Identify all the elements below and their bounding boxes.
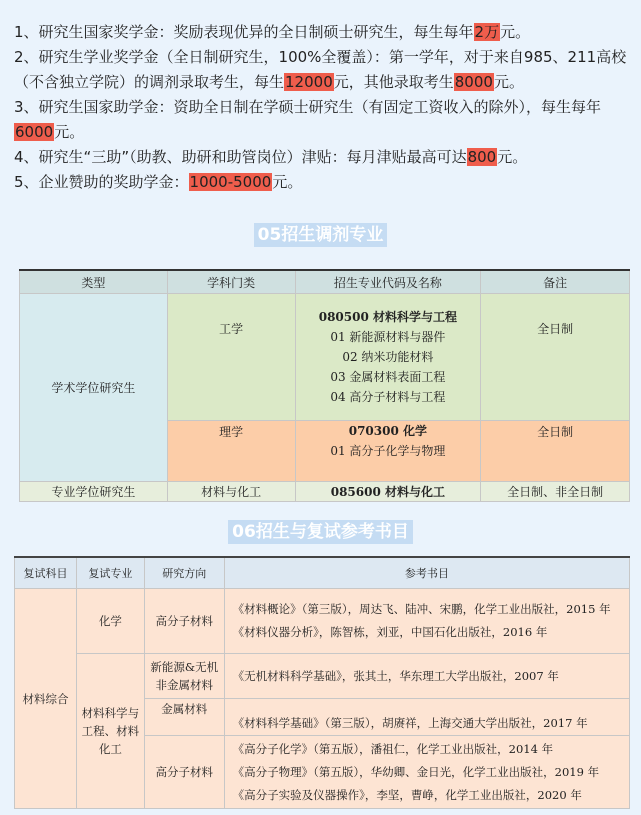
- eng-category-cell: 工学: [167, 294, 295, 421]
- subject-cell: 材料综合: [15, 589, 77, 809]
- reference-item: 《材料仪器分析》，陈智栋，刘亚，中国石化出版社，2016 年: [232, 625, 548, 639]
- scholarship-item-2: 2、研究生学业奖学金（全日制研究生，100%全覆盖）：第一学年，对于来自985、211高校（不含独立学院）的调剂录取考生，每生12000元，其他录取考生8000元。: [14, 48, 627, 91]
- sci-note-cell: 全日制: [481, 421, 630, 482]
- scholarship-item-5: 5、企业赞助的奖助学金：1000-5000元。: [14, 173, 303, 191]
- reference-item: 《高分子物理》（第五版），华幼卿、金日光，化学工业出版社，2019 年: [232, 764, 600, 779]
- direction-cell: 高分子材料: [144, 589, 224, 654]
- academic-type-cell: 学术学位研究生: [20, 294, 168, 482]
- highlight-amount: 1000-5000: [189, 173, 272, 191]
- table-row: [15, 589, 630, 654]
- table-row: [20, 294, 630, 421]
- highlight-amount: 800: [467, 148, 497, 166]
- reference-item: 《高分子化学》（第五版），潘祖仁，化学工业出版社，2014 年: [232, 741, 554, 756]
- eng-note-cell: 全日制: [481, 294, 630, 421]
- refs-metal-cell: [224, 699, 629, 736]
- prof-category-cell: 材料与化工: [167, 482, 295, 502]
- reference-books-table: [14, 556, 630, 809]
- scholarship-item-3: 3、研究生国家助学金：资助全日制在学硕士研究生（有固定工资收入的除外），每生每年6000元。: [14, 98, 602, 141]
- reference-item: 《材料科学基础》（第三版），胡赓祥，上海交通大学出版社，2017 年: [232, 716, 588, 730]
- header-subject: 复试科目: [15, 557, 77, 589]
- header-direction: 研究方向: [144, 557, 224, 589]
- direction-cell: 金属材料: [144, 699, 224, 736]
- section-05-heading: 05招生调剂专业: [0, 223, 641, 247]
- refs-inorganic-cell: [224, 654, 629, 699]
- highlight-amount: 8000: [454, 73, 493, 91]
- direction-cell: 高分子材料: [144, 736, 224, 809]
- header-retest-major: 复试专业: [76, 557, 144, 589]
- sci-major-cell: 070300 化学 01 高分子化学与物理: [295, 421, 481, 482]
- direction-cell: 新能源&无机非金属材料: [144, 654, 224, 699]
- header-type: 类型: [20, 270, 168, 294]
- major-mse-cell: 材料科学与工程、材料化工: [76, 654, 144, 809]
- major-chem-cell: 化学: [76, 589, 144, 654]
- reference-item: 《高分子实验及仪器操作》，李坚，曹峥，化学工业出版社，2020 年: [232, 787, 582, 802]
- adjustment-majors-table: [19, 269, 630, 502]
- prof-type-cell: 专业学位研究生: [20, 482, 168, 502]
- sci-category-cell: 理学: [167, 421, 295, 482]
- refs-chem-cell: [224, 589, 629, 654]
- highlight-amount: 6000: [15, 123, 54, 141]
- scholarship-item-4: 4、研究生“三助”（助教、助研和助管岗位）津贴：每月津贴最高可达800元。: [14, 148, 528, 166]
- prof-note-cell: 全日制、非全日制: [481, 482, 630, 502]
- header-category: 学科门类: [167, 270, 295, 294]
- table-header-row: [15, 557, 630, 589]
- table-row: [20, 482, 630, 502]
- section-06-heading: 06招生与复试参考书目: [0, 520, 641, 544]
- header-note: 备注: [481, 270, 630, 294]
- highlight-amount: 2万: [474, 23, 500, 41]
- header-books: 参考书目: [224, 557, 629, 589]
- scholarship-item-1: 1、研究生国家奖学金：奖励表现优异的全日制硕士研究生，每生每年2万元。: [14, 23, 531, 41]
- highlight-amount: 12000: [285, 73, 333, 91]
- header-major: 招生专业代码及名称: [295, 270, 481, 294]
- eng-major-cell: 080500 材料科学与工程 01 新能源材料与器件 02 纳米功能材料 03 金属材料表面工程 04 高分子材料与工程: [295, 294, 481, 421]
- table-header-row: [20, 270, 630, 294]
- reference-item: 《材料概论》（第三版），周达飞、陆冲、宋鹏，化学工业出版社，2015 年: [232, 602, 611, 616]
- reference-item: 《无机材料科学基础》，张其土，华东理工大学出版社，2007 年: [232, 668, 559, 683]
- prof-major-cell: 085600 材料与化工: [295, 482, 481, 502]
- refs-polymer-cell: [224, 736, 629, 809]
- table-row: [15, 654, 630, 699]
